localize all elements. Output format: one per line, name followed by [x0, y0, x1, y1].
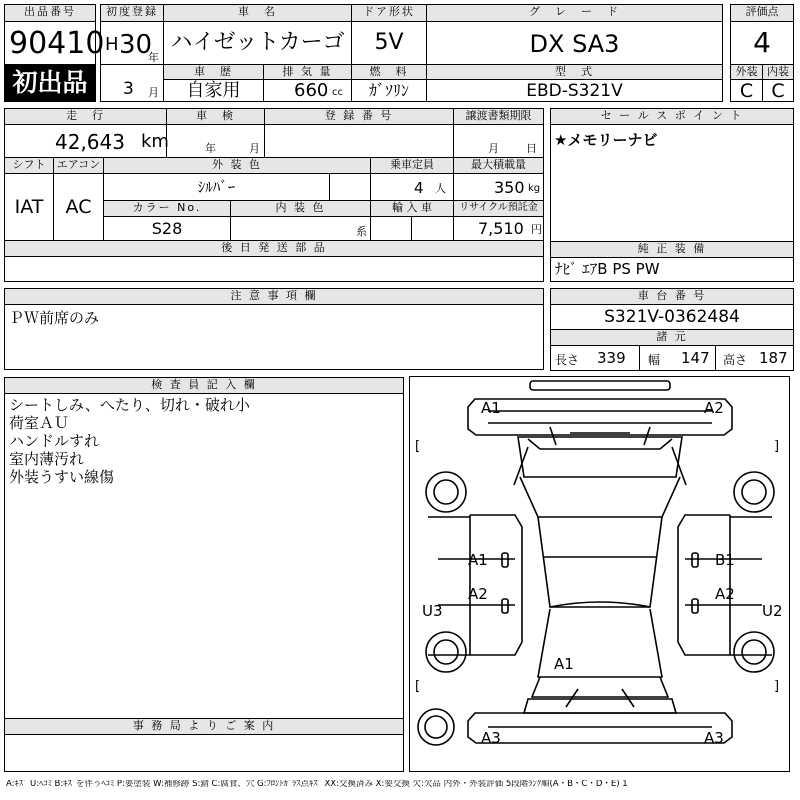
shift-header: シフト	[4, 157, 54, 174]
shift-cell	[4, 173, 54, 241]
sales-points-header: セ ー ル ス ポ イ ン ト	[550, 108, 794, 125]
displacement-cell	[263, 79, 352, 102]
damage-mark-left-front-door: A1	[468, 551, 488, 569]
reg-no-cell	[264, 124, 454, 158]
chassis-number: S321V-0362484	[604, 307, 740, 327]
interior-score: C	[771, 80, 785, 102]
history: 自家用	[186, 80, 241, 101]
history-cell	[163, 79, 264, 102]
capacity-header: 乗車定員	[370, 157, 454, 174]
width-label: 幅	[648, 353, 661, 367]
damage-mark-front-right: A2	[704, 399, 724, 417]
era: H	[105, 34, 119, 55]
damage-mark-roof: A1	[554, 655, 574, 673]
mileage-cell	[4, 124, 167, 158]
equipment-text: ﾅﾋﾞ ｴｱB PS PW	[555, 260, 660, 278]
color-header: 外 装 色	[103, 157, 371, 174]
first-listing-text: 初出品	[12, 68, 88, 97]
damage-mark-rear-left: A3	[481, 729, 501, 747]
transfer-month-unit: 月	[488, 142, 499, 155]
ac-header: エアコン	[53, 157, 104, 174]
score: 4	[753, 26, 771, 59]
ac-cell	[53, 173, 104, 241]
displacement: 660	[294, 80, 329, 101]
color-no-header: カラー No.	[103, 200, 231, 217]
inspection-month-unit: 月	[249, 142, 260, 155]
notes-cell	[4, 304, 544, 370]
color-extra-cell	[329, 173, 371, 201]
score-cell	[730, 21, 794, 65]
dims-cell	[550, 345, 794, 371]
sales-points-cell	[550, 124, 794, 242]
lot-number-header: 出品番号	[4, 4, 96, 22]
displacement-header: 排 気 量	[263, 64, 352, 80]
import-cell-2	[411, 216, 454, 241]
mileage-unit: km	[141, 131, 169, 152]
length-label: 長さ	[555, 353, 580, 367]
first-listing-badge	[4, 64, 96, 102]
office-cell	[4, 734, 404, 772]
score-header: 評価点	[730, 4, 794, 22]
damage-mark-right-side: U2	[762, 602, 783, 620]
dims-divider-2	[715, 346, 716, 370]
recycle-unit: 円	[531, 223, 542, 236]
inspection-year-unit: 年	[205, 142, 216, 155]
chassis-header: 車 台 番 号	[550, 288, 794, 305]
inspector-line: 外装うすい線傷	[9, 468, 115, 486]
capacity-cell	[370, 173, 454, 201]
later-parts-header: 後 日 発 送 部 品	[4, 240, 544, 257]
recycle-header: リサイクル預託金	[453, 200, 544, 217]
height-label: 高さ	[723, 353, 748, 367]
model-code: EBD-S321V	[526, 81, 623, 101]
width: 147	[681, 349, 710, 367]
inspection-header: 車 検	[166, 108, 265, 125]
dims-divider-1	[639, 346, 640, 370]
damage-mark-left-side: U3	[422, 602, 443, 620]
max-load-unit: kg	[528, 183, 541, 194]
car-damage-diagram	[409, 376, 790, 772]
capacity: 4	[414, 179, 424, 197]
color-number: S28	[151, 219, 183, 238]
notes-text: ＰＷ前席のみ	[9, 309, 100, 327]
damage-mark-right-rear-door: A2	[715, 585, 735, 603]
recycle-cell	[453, 216, 544, 241]
door-header: ドア形状	[351, 4, 427, 22]
max-load-cell	[453, 173, 544, 201]
car-name-cell	[163, 21, 352, 65]
length: 339	[597, 349, 626, 367]
grade-cell	[426, 21, 723, 65]
color-cell	[103, 173, 330, 201]
grade: DX SA3	[529, 30, 620, 58]
damage-mark-rear-right: A3	[704, 729, 724, 747]
first-reg-year-cell	[100, 21, 164, 65]
interior-color-header: 内 装 色	[230, 200, 371, 217]
displacement-unit: cc	[332, 87, 343, 98]
shift: IAT	[14, 196, 44, 218]
bracket-left-bottom: [	[415, 679, 421, 694]
grade-header: グ レ ー ド	[426, 4, 723, 22]
equipment-cell	[550, 257, 794, 282]
interior-header: 内装	[762, 64, 794, 80]
mileage: 42,643	[55, 130, 125, 154]
inspector-line: シートしみ、へたり、切れ・破れ小	[9, 396, 250, 414]
fuel-header: 燃 料	[351, 64, 427, 80]
inspector-header: 検 査 員 記 入 欄	[4, 377, 404, 394]
inspector-line: 荷室ＡＵ	[9, 414, 70, 432]
chassis-cell	[550, 304, 794, 330]
legend-text: A:ｷｽﾞ U:ﾍｺﾐ B:ｷｽﾞを伴うﾍｺﾐ P:要塗装 W:補修跡 S:錆 C:腐食、穴 G:ﾌﾛﾝﾄｶﾞﾗｽ点ｷｽﾞ XX:交換済み X:要交換 欠:欠品 内外・外装評価 5段階ﾗﾝｸ順(A・B・C・D・E) 1	[6, 780, 628, 789]
car-name-header: 車 名	[163, 4, 352, 22]
bracket-left-top: [	[415, 439, 421, 454]
height: 187	[759, 349, 788, 367]
car-name: ハイゼットカーゴ	[170, 30, 345, 55]
inspector-cell	[4, 393, 404, 719]
damage-mark-left-rear-door: A2	[468, 585, 488, 603]
bracket-right-bottom: ]	[774, 679, 780, 694]
damage-mark-front-left: A1	[481, 399, 501, 417]
exterior-cell	[730, 79, 763, 102]
door-type: 5V	[374, 30, 404, 55]
interior-cell	[762, 79, 794, 102]
fuel-cell	[351, 79, 427, 102]
first-reg-month: 3	[123, 79, 134, 99]
door-cell	[351, 21, 427, 65]
bracket-right-top: ]	[774, 439, 780, 454]
max-load: 350	[494, 178, 525, 197]
import-cell	[370, 216, 412, 241]
month-unit: 月	[148, 86, 159, 99]
interior-color-cell	[230, 216, 371, 241]
car-outline	[410, 377, 789, 771]
first-reg-year: 30	[119, 30, 153, 60]
office-header: 事 務 局 よ り ご 案 内	[4, 718, 404, 735]
damage-mark-right-front-door: B1	[715, 551, 735, 569]
first-reg-month-cell	[100, 64, 164, 102]
recycle-fee: 7,510	[478, 219, 524, 238]
lot-number: 90410	[9, 26, 105, 61]
capacity-unit: 人	[435, 182, 446, 195]
inspector-line: ハンドルすれ	[9, 432, 100, 450]
exterior-color: ｼﾙﾊﾞｰ	[197, 178, 236, 196]
model-header: 型 式	[426, 64, 723, 80]
year-unit: 年	[148, 51, 159, 64]
color-no-cell	[103, 216, 231, 241]
transfer-header: 譲渡書類期限	[453, 108, 544, 125]
mileage-header: 走 行	[4, 108, 167, 125]
history-header: 車 歴	[163, 64, 264, 80]
transfer-day-unit: 日	[526, 142, 537, 155]
inspection-cell	[166, 124, 265, 158]
reg-no-header: 登 録 番 号	[264, 108, 454, 125]
max-load-header: 最大積載量	[453, 157, 544, 174]
inspector-line: 室内薄汚れ	[9, 450, 85, 468]
equipment-header: 純 正 装 備	[550, 241, 794, 258]
later-parts-cell	[4, 256, 544, 282]
first-reg-header: 初度登録	[100, 4, 164, 22]
exterior-header: 外装	[730, 64, 763, 80]
model-cell	[426, 79, 723, 102]
lot-number-cell	[4, 21, 105, 65]
exterior-score: C	[739, 80, 754, 102]
dims-header: 諸 元	[550, 329, 794, 346]
sales-points-text: ★メモリーナビ	[554, 131, 658, 149]
import-header: 輸 入 車	[370, 200, 454, 217]
fuel: ｶﾞｿﾘﾝ	[368, 81, 409, 100]
transfer-cell	[453, 124, 544, 158]
interior-color-unit: 系	[356, 225, 367, 238]
ac: AC	[65, 196, 92, 218]
notes-header: 注 意 事 項 欄	[4, 288, 544, 305]
